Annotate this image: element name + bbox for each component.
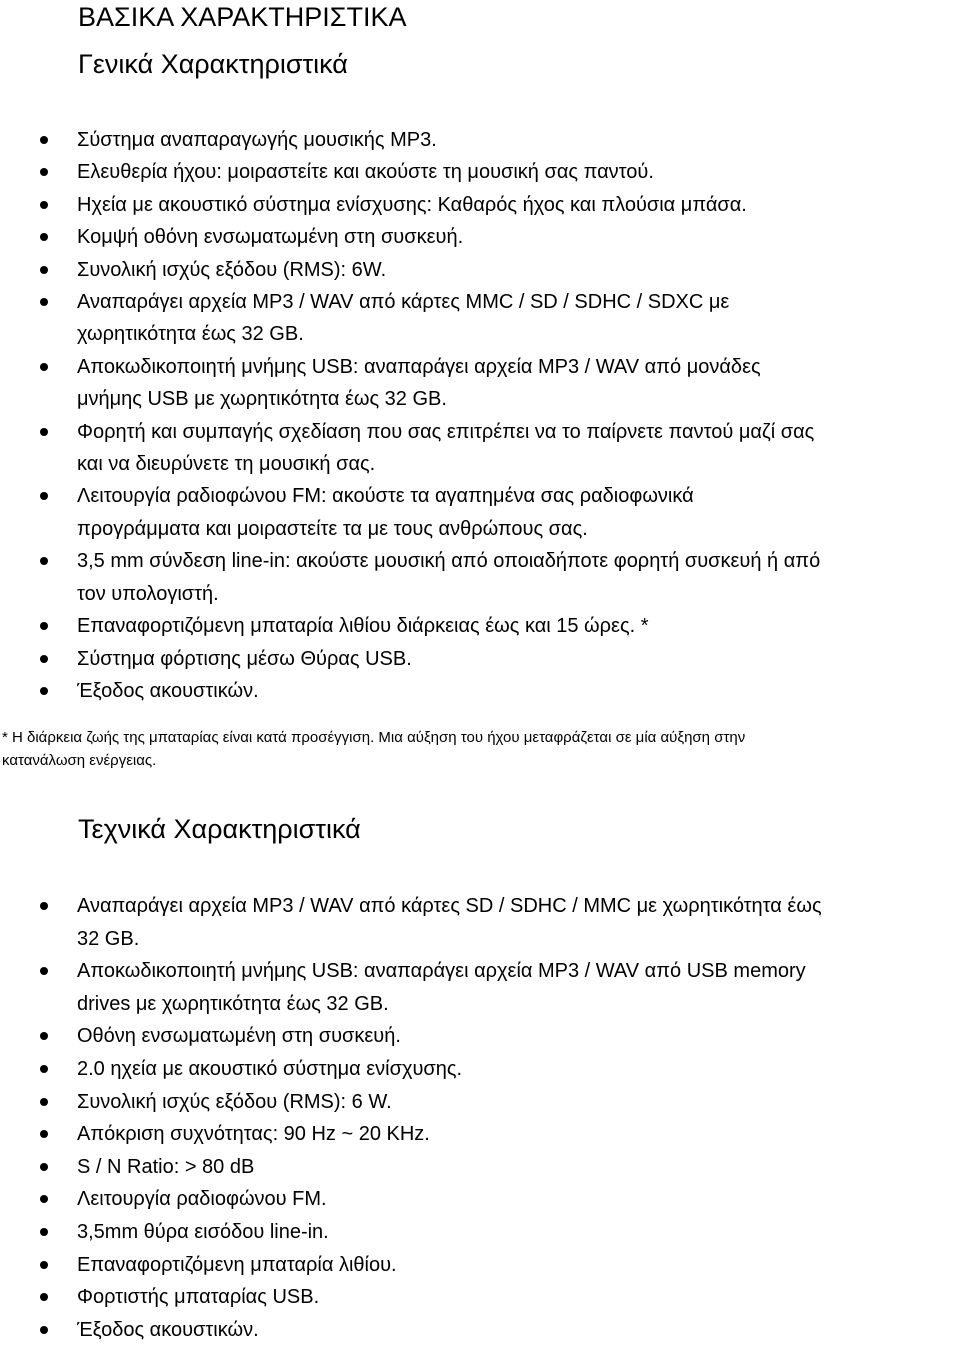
bullet-icon — [40, 233, 48, 241]
list-item — [0, 610, 960, 642]
technical-features-list — [0, 890, 960, 1346]
bullet-icon — [40, 1098, 48, 1106]
list-item — [0, 189, 960, 221]
bullet-icon — [40, 1261, 48, 1269]
footnote-line-2: κατανάλωση ενέργειας. — [2, 752, 157, 769]
list-item-text: Ηχεία με ακουστικό σύστημα ενίσχυσης: Καθαρός ήχος και πλούσια μπάσα. — [77, 193, 747, 216]
list-item — [0, 1281, 960, 1314]
list-item — [0, 955, 960, 1020]
list-item-text: Οθόνη ενσωματωμένη στη συσκευή. — [77, 1025, 401, 1048]
bullet-icon — [40, 168, 48, 176]
list-item-text: 3,5 mm σύνδεση line-in: ακούστε μουσική από οποιαδήποτε φορητή συσκευή ή από — [77, 550, 821, 573]
list-item — [0, 675, 960, 707]
bullet-icon — [40, 557, 48, 565]
list-item-text: Λειτουργία ραδιοφώνου FM: ακούστε τα αγαπημένα σας ραδιοφωνικά — [77, 485, 694, 508]
list-item — [0, 124, 960, 156]
list-item-text-continued: προγράμματα και μοιραστείτε τα με τους ανθρώπους σας. — [77, 517, 588, 540]
list-item-text: Συνολική ισχύς εξόδου (RMS): 6W. — [77, 258, 387, 281]
general-features-list — [0, 124, 960, 707]
list-item-text: Κομψή οθόνη ενσωματωμένη στη συσκευή. — [77, 226, 464, 249]
list-item — [0, 1020, 960, 1053]
battery-footnote — [2, 726, 952, 772]
list-item — [0, 351, 960, 416]
bullet-icon — [40, 967, 48, 975]
list-item-text: S / N Ratio: > 80 dB — [77, 1155, 255, 1178]
bullet-icon — [40, 492, 48, 500]
list-item-text-continued: 32 GB. — [77, 927, 140, 950]
bullet-icon — [40, 1293, 48, 1301]
bullet-icon — [40, 1326, 48, 1334]
bullet-icon — [40, 622, 48, 630]
list-item-text: Λειτουργία ραδιοφώνου FM. — [77, 1188, 327, 1211]
main-heading: ΒΑΣΙΚΑ ΧΑΡΑΚΤΗΡΙΣΤΙΚΑ — [78, 2, 407, 32]
list-item — [0, 643, 960, 675]
bullet-icon — [40, 1163, 48, 1171]
bullet-icon — [40, 655, 48, 663]
list-item — [0, 1151, 960, 1184]
list-item-text: Σύστημα φόρτισης μέσω Θύρας USB. — [77, 647, 412, 670]
bullet-icon — [40, 298, 48, 306]
list-item-text: 3,5mm θύρα εισόδου line-in. — [77, 1220, 329, 1243]
list-item — [0, 1216, 960, 1249]
list-item-text: Αναπαράγει αρχεία MP3 / WAV από κάρτες SD / SDHC / MMC με χωρητικότητα έως — [77, 895, 822, 917]
list-item-text: Σύστημα αναπαραγωγής μουσικής MP3. — [77, 129, 437, 151]
list-item-text: Φορητή και συμπαγής σχεδίαση που σας επιτρέπει να το παίρνετε παντού μαζί σας — [77, 420, 815, 443]
list-item-text: Αποκωδικοποιητή μνήμης USB: αναπαράγει αρχεία MP3 / WAV από μονάδες — [77, 355, 761, 378]
bullet-icon — [40, 1065, 48, 1073]
list-item-text: 2.0 ηχεία με ακουστικό σύστημα ενίσχυσης. — [77, 1057, 463, 1080]
bullet-icon — [40, 1195, 48, 1203]
bullet-icon — [40, 363, 48, 371]
bullet-icon — [40, 136, 48, 144]
list-item — [0, 1118, 960, 1151]
bullet-icon — [40, 1130, 48, 1138]
bullet-icon — [40, 266, 48, 274]
bullet-icon — [40, 1032, 48, 1040]
list-item-text: Απόκριση συχνότητας: 90 Hz ~ 20 KHz. — [77, 1123, 430, 1146]
list-item — [0, 1053, 960, 1086]
bullet-icon — [40, 428, 48, 436]
list-item-text: Αποκωδικοποιητή μνήμης USB: αναπαράγει αρχεία MP3 / WAV από USB memory — [77, 960, 806, 983]
bullet-icon — [40, 201, 48, 209]
list-item-text: Φορτιστής μπαταρίας USB. — [77, 1286, 320, 1309]
list-item-text: Έξοδος ακουστικών. — [77, 1318, 259, 1341]
list-item — [0, 1086, 960, 1119]
list-item-text-continued: μνήμης USB με χωρητικότητα έως 32 GB. — [77, 388, 447, 411]
list-item — [0, 890, 960, 955]
list-item — [0, 156, 960, 188]
list-item — [0, 254, 960, 286]
bullet-icon — [40, 902, 48, 910]
list-item-text: Επαναφορτιζόμενη μπαταρία λιθίου διάρκειας έως και 15 ώρες. * — [77, 615, 649, 638]
list-item-text: Συνολική ισχύς εξόδου (RMS): 6 W. — [77, 1090, 392, 1113]
bullet-icon — [40, 1228, 48, 1236]
list-item — [0, 545, 960, 610]
list-item — [0, 1314, 960, 1346]
bullet-icon — [40, 687, 48, 695]
list-item — [0, 1183, 960, 1216]
list-item — [0, 221, 960, 253]
footnote-line-1: * Η διάρκεια ζωής της μπαταρίας είναι κατά προσέγγιση. Μια αύξηση του ήχου μεταφράζεται σε μία αύξηση στην — [2, 729, 746, 746]
list-item — [0, 480, 960, 545]
list-item-text: Επαναφορτιζόμενη μπαταρία λιθίου. — [77, 1253, 397, 1276]
list-item — [0, 286, 960, 351]
list-item-text-continued: τον υπολογιστή. — [77, 582, 219, 605]
list-item — [0, 1249, 960, 1282]
general-features-heading: Γενικά Χαρακτηριστικά — [78, 49, 348, 79]
list-item-text: Έξοδος ακουστικών. — [77, 679, 259, 702]
list-item — [0, 416, 960, 481]
list-item-text: Ελευθερία ήχου: μοιραστείτε και ακούστε τη μουσική σας παντού. — [77, 161, 654, 184]
list-item-text: Αναπαράγει αρχεία MP3 / WAV από κάρτες MMC / SD / SDHC / SDXC με — [77, 291, 730, 314]
list-item-text-continued: και να διευρύνετε τη μουσική σας. — [77, 453, 376, 476]
list-item-text-continued: drives με χωρητικότητα έως 32 GB. — [77, 992, 389, 1015]
technical-features-heading: Τεχνικά Χαρακτηριστικά — [78, 814, 361, 844]
list-item-text-continued: χωρητικότητα έως 32 GB. — [77, 323, 304, 346]
